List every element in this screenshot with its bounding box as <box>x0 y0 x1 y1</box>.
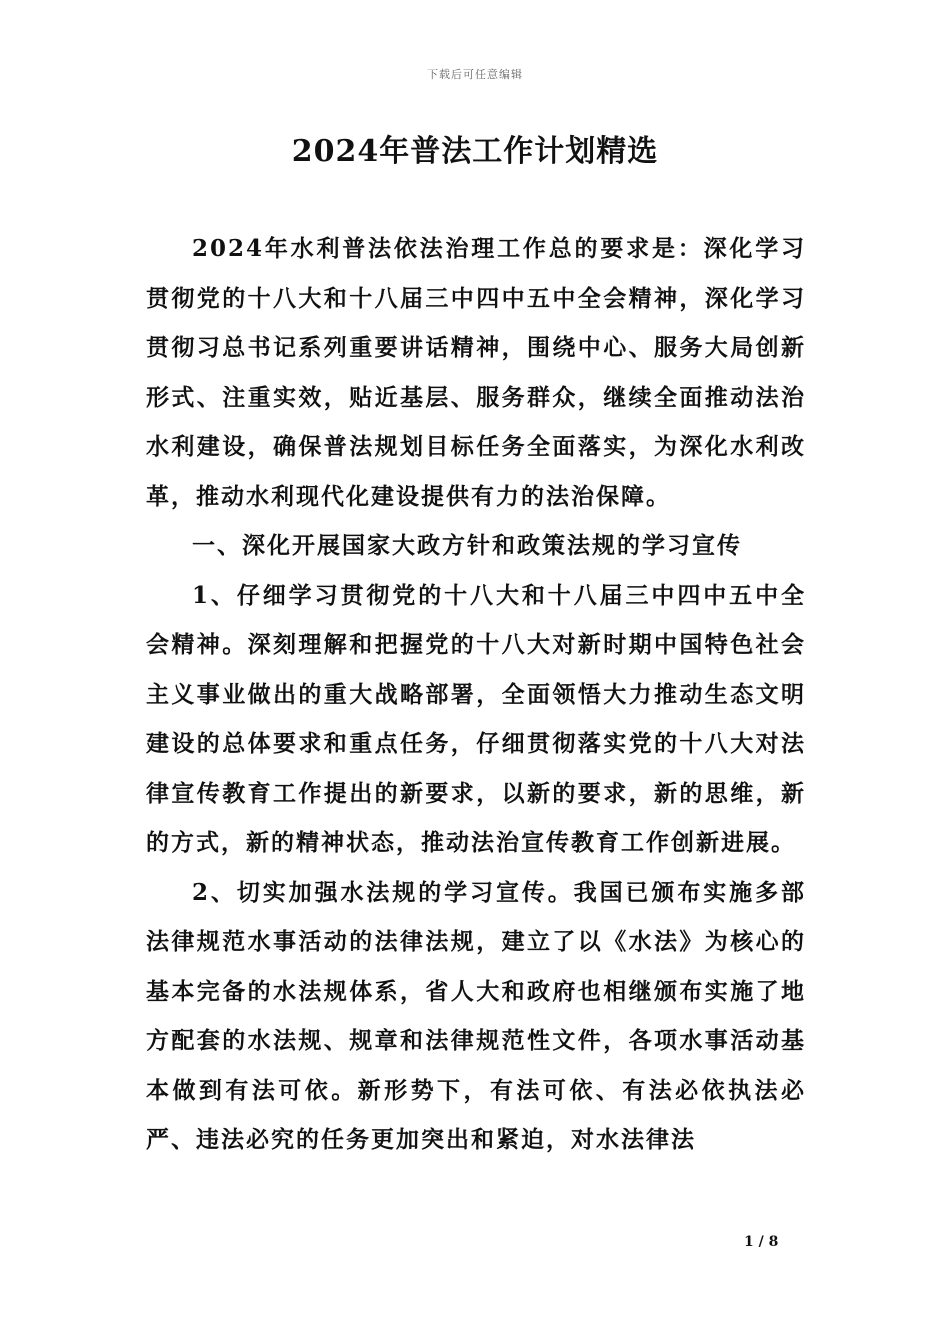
document-body <box>146 224 806 1165</box>
section-heading-1: 一、深化开展国家大政方针和政策法规的学习宣传 <box>192 532 742 559</box>
document-title: 2024年普法工作计划精选 <box>291 134 659 169</box>
paragraph-intro: 2024年水利普法依法治理工作总的要求是：深化学习贯彻党的十八大和十八届三中四中五中全会精神，深化学习贯彻习总书记系列重要讲话精神，围绕中心、服务大局创新形式、注重实效，贴近基层、服务群众，继续全面推动法治水利建设，确保普法规划目标任务全面落实，为深化水利改革，推动水利现代化建设提供有力的法治保障。 <box>146 235 806 510</box>
header-note: 下载后可任意编辑 <box>427 68 523 81</box>
paragraph-item-1: 1、仔细学习贯彻党的十八大和十八届三中四中五中全会精神。深刻理解和把握党的十八大对新时期中国特色社会主义事业做出的重大战略部署，全面领悟大力推动生态文明建设的总体要求和重点任务，仔细贯彻落实党的十八大对法律宣传教育工作提出的新要求，以新的要求，新的思维，新的方式，新的精神状态，推动法治宣传教育工作创新进展。 <box>146 581 806 856</box>
paragraph-item-2: 2、切实加强水法规的学习宣传。我国已颁布实施多部法律规范水事活动的法律法规，建立了以《水法》为核心的基本完备的水法规体系，省人大和政府也相继颁布实施了地方配套的水法规、规章和法律规范性文件，各项水事活动基本做到有法可依。新形势下，有法可依、有法必依执法必严、违法必究的任务更加突出和紧迫，对水法律法 <box>146 878 806 1153</box>
page-number: 1 / 8 <box>744 1234 779 1250</box>
